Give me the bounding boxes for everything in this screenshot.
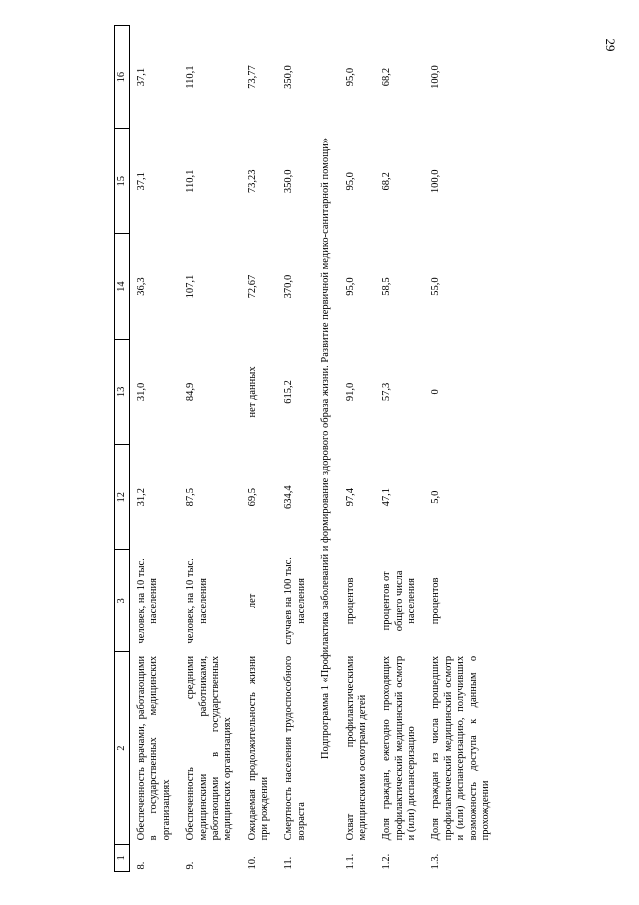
value-16: 68,2	[381, 67, 393, 87]
value-13: нет данных	[246, 366, 258, 418]
value-12: 5,0	[430, 490, 442, 504]
indicator-name: Обеспеченность врачами, работающими в государственных медицинских организациях	[136, 655, 172, 841]
value-15: 350,0	[283, 169, 295, 194]
unit-cell: процентов от общего числа населения	[381, 570, 417, 632]
table-row	[179, 26, 241, 872]
header-cell: 15	[115, 129, 130, 234]
value-16: 95,0	[344, 67, 356, 87]
row-number: 9.	[185, 861, 197, 870]
value-13: 91,0	[344, 382, 356, 402]
value-13: 84,9	[185, 382, 197, 402]
indicator-name: Охват профилактическими медицинскими осмотрами детей	[344, 655, 368, 841]
indicator-name: Смертность населения трудоспособного возраста	[283, 655, 307, 841]
value-14: 95,0	[344, 277, 356, 296]
header-cell: 16	[115, 26, 130, 129]
value-14: 72,67	[246, 274, 258, 299]
value-15: 73,23	[246, 169, 258, 194]
unit-cell: лет	[246, 593, 258, 609]
table-row	[375, 26, 424, 872]
value-12: 31,2	[136, 488, 147, 507]
row-number: 1.3.	[430, 853, 442, 870]
value-12: 634,4	[283, 485, 295, 510]
header-cell: 12	[115, 445, 130, 550]
table-row	[130, 26, 180, 872]
row-number: 11.	[283, 856, 295, 870]
value-13: 57,3	[381, 382, 393, 402]
value-16: 73,77	[246, 65, 258, 89]
value-16: 100,0	[430, 65, 442, 89]
value-16: 350,0	[283, 65, 295, 89]
value-14: 107,1	[185, 274, 197, 299]
value-12: 97,4	[344, 488, 356, 507]
table-row	[339, 26, 376, 872]
header-cell: 3	[115, 550, 130, 652]
value-12: 47,1	[381, 488, 393, 507]
indicator-name: Ожидаемая продолжительность жизни при рождении	[246, 655, 270, 841]
header-cell: 1	[115, 844, 130, 871]
row-number: 1.2.	[381, 853, 393, 870]
value-12: 87,5	[185, 488, 197, 507]
table-row	[241, 26, 278, 872]
unit-cell: человек, на 10 тыс. населения	[185, 558, 209, 644]
subprogram-row	[314, 26, 338, 872]
value-16: 110,1	[185, 65, 197, 89]
rotated-table-container	[114, 25, 529, 872]
value-14: 55,0	[430, 277, 442, 296]
value-15: 100,0	[430, 169, 442, 194]
value-13: 615,2	[283, 380, 295, 404]
value-15: 37,1	[136, 172, 147, 191]
table-row	[277, 26, 314, 872]
indicator-name: Доля граждан, ежегодно проходящих профилактический медицинский осмотр и (или) диспансеризацию	[381, 655, 417, 841]
row-number: 8.	[136, 861, 147, 870]
indicators-table	[114, 25, 498, 872]
header-cell: 2	[115, 652, 130, 845]
row-number: 1.1.	[344, 853, 356, 870]
value-16: 37,1	[136, 67, 147, 87]
value-14: 36,3	[136, 277, 147, 296]
table-header-row	[115, 26, 130, 872]
table-row	[424, 26, 498, 872]
value-15: 110,1	[185, 169, 197, 193]
unit-cell: человек, на 10 тыс. населения	[136, 558, 160, 644]
row-number: 10.	[246, 856, 258, 870]
header-cell: 14	[115, 234, 130, 339]
value-14: 370,0	[283, 274, 295, 299]
unit-cell: процентов	[344, 577, 356, 625]
subprogram-title: Подпрограмма 1 «Профилактика заболеваний и формирование здорового образа жизни. Развитие первичной медико-санитарной помощи»	[320, 137, 332, 760]
value-15: 95,0	[344, 172, 356, 191]
indicator-name: Обеспеченность средними медицинскими работниками, работающими в государственных медицинских организациях	[185, 655, 234, 841]
page-number: 29	[603, 38, 618, 52]
value-13: 31,0	[136, 382, 147, 402]
header-cell: 13	[115, 339, 130, 444]
value-13: 0	[430, 389, 442, 395]
value-12: 69,5	[246, 488, 258, 507]
value-15: 68,2	[381, 172, 393, 191]
unit-cell: случаев на 100 тыс. населения	[283, 557, 307, 645]
unit-cell: процентов	[430, 577, 442, 625]
value-14: 58,5	[381, 277, 393, 296]
indicator-name: Доля граждан из числа прошедших профилактический медицинский осмотр и (или) диспансеризацию, получивших возможность доступа к данным о прохождении	[430, 655, 491, 841]
